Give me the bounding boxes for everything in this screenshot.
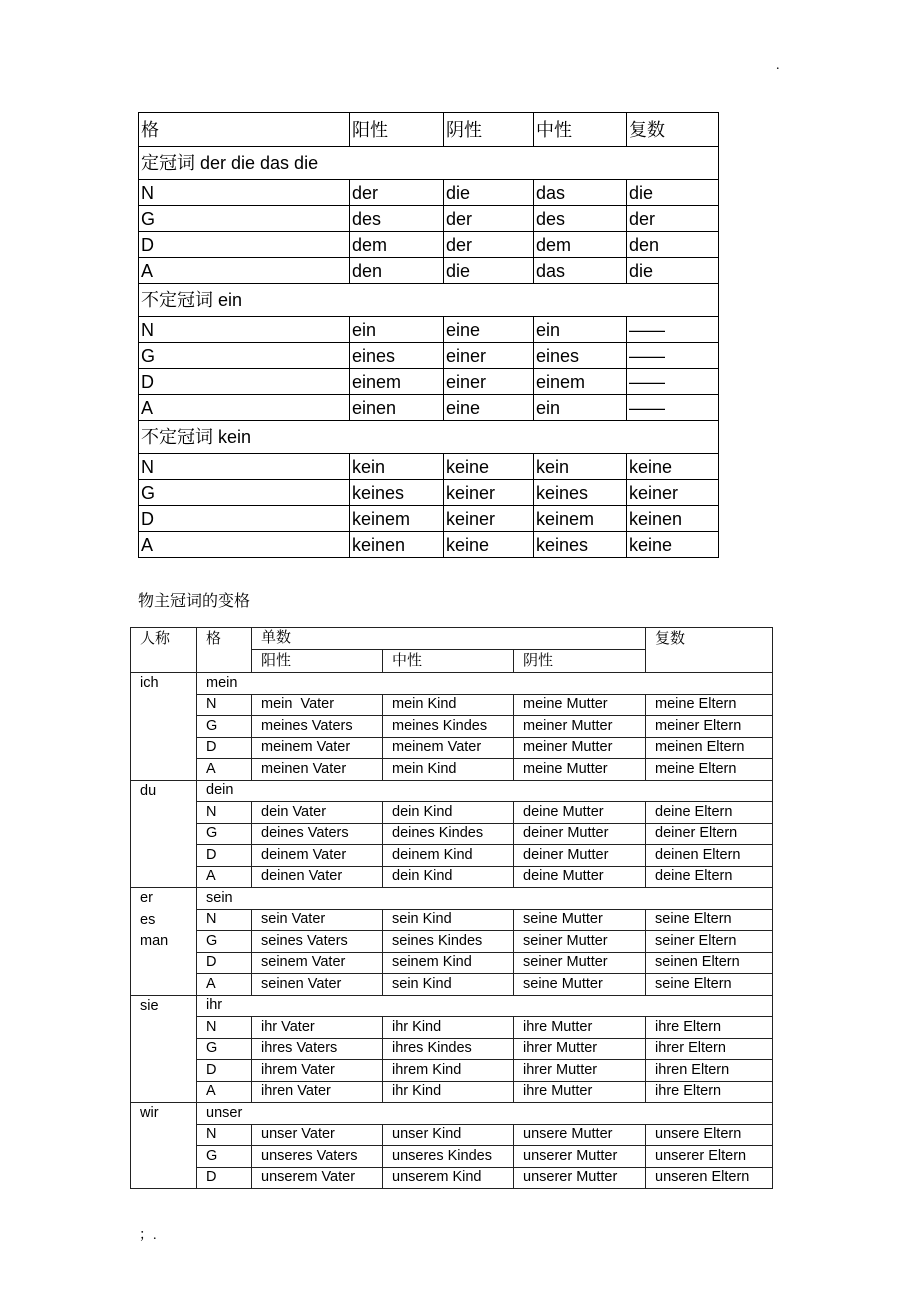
person-header: 人称 [131, 628, 197, 673]
table-row [139, 532, 719, 558]
person-label [131, 780, 197, 888]
masculine-form: deinen Vater [252, 866, 383, 888]
person-label [131, 888, 197, 996]
neuter-form: ein [534, 395, 627, 421]
neuter-form: ihr Kind [383, 1081, 514, 1103]
neuter-form: meinem Vater [383, 737, 514, 759]
possessive-stem: ihr [197, 995, 773, 1017]
masculine-form: sein Vater [252, 909, 383, 931]
plural-form: ihrer Eltern [646, 1038, 773, 1060]
plural-form: keiner [627, 480, 719, 506]
neuter-form: kein [534, 454, 627, 480]
plural-form: meiner Eltern [646, 716, 773, 738]
feminine-form: deiner Mutter [514, 823, 646, 845]
masculine-form: deines Vaters [252, 823, 383, 845]
neuter-header: 中性 [383, 650, 514, 673]
case-label: A [197, 974, 252, 996]
feminine-form: meine Mutter [514, 694, 646, 716]
section-title-row [139, 421, 719, 454]
plural-form: deinen Eltern [646, 845, 773, 867]
case-label: D [197, 737, 252, 759]
plural-form: keine [627, 532, 719, 558]
neuter-form: sein Kind [383, 909, 514, 931]
plural-form: keine [627, 454, 719, 480]
masculine-form: mein Vater [252, 694, 383, 716]
plural-form: unseren Eltern [646, 1167, 773, 1189]
case-label: D [139, 506, 350, 532]
neuter-form: unser Kind [383, 1124, 514, 1146]
masculine-form: unserem Vater [252, 1167, 383, 1189]
table-row [131, 952, 773, 974]
case-label: N [139, 454, 350, 480]
case-label: N [197, 802, 252, 824]
person-pronoun: wir [140, 1105, 159, 1121]
neuter-form: dein Kind [383, 866, 514, 888]
masculine-form: ihrem Vater [252, 1060, 383, 1082]
group-header-row [131, 780, 773, 802]
table-row [131, 1124, 773, 1146]
possessive-stem: mein [197, 673, 773, 695]
masculine-form: meinem Vater [252, 737, 383, 759]
plural-form: seine Eltern [646, 909, 773, 931]
person-label [131, 995, 197, 1103]
masculine-form: ihr Vater [252, 1017, 383, 1039]
case-label: A [197, 866, 252, 888]
case-label: G [197, 716, 252, 738]
table-row [139, 232, 719, 258]
table-row [131, 1146, 773, 1168]
feminine-form: ihrer Mutter [514, 1060, 646, 1082]
table-row [131, 866, 773, 888]
feminine-header: 阴性 [444, 113, 534, 147]
section-caption: 物主冠词的变格 [138, 593, 251, 610]
masculine-form: ihres Vaters [252, 1038, 383, 1060]
feminine-form: keiner [444, 506, 534, 532]
feminine-form: keine [444, 532, 534, 558]
masculine-form: dein Vater [252, 802, 383, 824]
neuter-form: keines [534, 480, 627, 506]
feminine-form: unserer Mutter [514, 1146, 646, 1168]
table-row [139, 206, 719, 232]
plural-form: ihren Eltern [646, 1060, 773, 1082]
table-row [131, 845, 773, 867]
person-pronoun: man [140, 933, 169, 949]
feminine-form: unsere Mutter [514, 1124, 646, 1146]
possessive-stem: dein [197, 780, 773, 802]
case-label: D [197, 845, 252, 867]
plural-form: die [627, 180, 719, 206]
feminine-form: meine Mutter [514, 759, 646, 781]
table-row [139, 395, 719, 421]
masculine-form: keines [350, 480, 444, 506]
masculine-header: 阳性 [252, 650, 383, 673]
masculine-form: dem [350, 232, 444, 258]
masculine-form: deinem Vater [252, 845, 383, 867]
neuter-form: ihres Kindes [383, 1038, 514, 1060]
masculine-header: 阳性 [350, 113, 444, 147]
table-row [131, 1167, 773, 1189]
table-row [139, 480, 719, 506]
plural-form: ihre Eltern [646, 1017, 773, 1039]
case-label: G [139, 206, 350, 232]
table-row [139, 317, 719, 343]
masculine-form: des [350, 206, 444, 232]
neuter-form: sein Kind [383, 974, 514, 996]
plural-form: —— [627, 395, 719, 421]
masculine-form: unser Vater [252, 1124, 383, 1146]
case-label: N [197, 1124, 252, 1146]
neuter-form: meines Kindes [383, 716, 514, 738]
table-row [139, 369, 719, 395]
page-footer-mark: ；. [139, 1228, 157, 1243]
person-pronoun: ich [140, 675, 159, 691]
masculine-form: seinen Vater [252, 974, 383, 996]
table-row [131, 737, 773, 759]
neuter-form: das [534, 180, 627, 206]
plural-form: —— [627, 343, 719, 369]
masculine-form: keinem [350, 506, 444, 532]
possessive-stem: unser [197, 1103, 773, 1125]
plural-form: —— [627, 369, 719, 395]
feminine-form: deine Mutter [514, 802, 646, 824]
table-row [139, 343, 719, 369]
group-header-row [131, 888, 773, 910]
case-label: D [139, 232, 350, 258]
masculine-form: meines Vaters [252, 716, 383, 738]
feminine-form: keiner [444, 480, 534, 506]
person-pronoun: er [140, 890, 153, 906]
case-label: A [139, 258, 350, 284]
plural-header: 复数 [646, 628, 773, 673]
feminine-form: ihre Mutter [514, 1081, 646, 1103]
plural-form: seiner Eltern [646, 931, 773, 953]
singular-header: 单数 [252, 628, 646, 650]
group-header-row [131, 1103, 773, 1125]
person-pronoun: sie [140, 997, 159, 1014]
section-title-row [139, 284, 719, 317]
case-label: A [197, 1081, 252, 1103]
neuter-form: ihrem Kind [383, 1060, 514, 1082]
neuter-form: deines Kindes [383, 823, 514, 845]
case-label: G [197, 1146, 252, 1168]
table-row [139, 258, 719, 284]
person-label [131, 1103, 197, 1189]
case-label: N [197, 1017, 252, 1039]
case-label: G [197, 1038, 252, 1060]
neuter-form: keines [534, 532, 627, 558]
masculine-form: ein [350, 317, 444, 343]
masculine-form: der [350, 180, 444, 206]
plural-form: meine Eltern [646, 694, 773, 716]
case-label: D [197, 952, 252, 974]
masculine-form: meinen Vater [252, 759, 383, 781]
plural-form: unsere Eltern [646, 1124, 773, 1146]
person-pronoun: es [140, 911, 156, 928]
feminine-form: die [444, 180, 534, 206]
neuter-form: dein Kind [383, 802, 514, 824]
plural-form: keinen [627, 506, 719, 532]
feminine-form: die [444, 258, 534, 284]
plural-form: seine Eltern [646, 974, 773, 996]
feminine-form: unserer Mutter [514, 1167, 646, 1189]
table-row [131, 974, 773, 996]
neuter-form: keinem [534, 506, 627, 532]
feminine-form: seine Mutter [514, 974, 646, 996]
plural-header: 复数 [627, 113, 719, 147]
neuter-form: ihr Kind [383, 1017, 514, 1039]
case-label: A [197, 759, 252, 781]
neuter-form: ein [534, 317, 627, 343]
section-title: 不定冠词 kein [139, 421, 719, 454]
table-row [131, 716, 773, 738]
plural-form: den [627, 232, 719, 258]
case-label: D [197, 1060, 252, 1082]
possessive-stem: sein [197, 888, 773, 910]
header-row [139, 113, 719, 147]
table-row [139, 454, 719, 480]
neuter-form: mein Kind [383, 694, 514, 716]
neuter-form: des [534, 206, 627, 232]
plural-form: ihre Eltern [646, 1081, 773, 1103]
table-row [131, 823, 773, 845]
plural-form: deiner Eltern [646, 823, 773, 845]
case-header: 格 [197, 628, 252, 673]
plural-form: meinen Eltern [646, 737, 773, 759]
table-row [131, 694, 773, 716]
person-label [131, 673, 197, 781]
feminine-form: einer [444, 343, 534, 369]
feminine-form: meiner Mutter [514, 716, 646, 738]
feminine-form: meiner Mutter [514, 737, 646, 759]
neuter-form: das [534, 258, 627, 284]
case-label: A [139, 395, 350, 421]
neuter-form: seines Kindes [383, 931, 514, 953]
feminine-form: keine [444, 454, 534, 480]
masculine-form: ihren Vater [252, 1081, 383, 1103]
feminine-form: der [444, 206, 534, 232]
table-row [131, 802, 773, 824]
masculine-form: den [350, 258, 444, 284]
article-declension-table [138, 112, 719, 558]
table-row [131, 1081, 773, 1103]
group-header-row [131, 673, 773, 695]
plural-form: der [627, 206, 719, 232]
plural-form: deine Eltern [646, 802, 773, 824]
case-label: G [139, 343, 350, 369]
neuter-form: einem [534, 369, 627, 395]
neuter-form: deinem Kind [383, 845, 514, 867]
masculine-form: unseres Vaters [252, 1146, 383, 1168]
section-title: 定冠词 der die das die [139, 147, 719, 180]
neuter-form: eines [534, 343, 627, 369]
feminine-header: 阴性 [514, 650, 646, 673]
neuter-form: seinem Kind [383, 952, 514, 974]
table-row [131, 759, 773, 781]
masculine-form: einem [350, 369, 444, 395]
case-label: N [139, 180, 350, 206]
group-header-row [131, 995, 773, 1017]
person-pronoun: du [140, 782, 157, 799]
case-label: G [197, 823, 252, 845]
feminine-form: seiner Mutter [514, 931, 646, 953]
case-label: N [139, 317, 350, 343]
case-label: N [197, 909, 252, 931]
possessive-declension-table [130, 627, 773, 1189]
plural-form: deine Eltern [646, 866, 773, 888]
masculine-form: kein [350, 454, 444, 480]
header-row [131, 628, 773, 650]
page-dot-mark: . [776, 58, 780, 73]
neuter-form: mein Kind [383, 759, 514, 781]
masculine-form: eines [350, 343, 444, 369]
case-label: D [139, 369, 350, 395]
feminine-form: seiner Mutter [514, 952, 646, 974]
feminine-form: ihre Mutter [514, 1017, 646, 1039]
table-row [139, 180, 719, 206]
table-row [139, 506, 719, 532]
feminine-form: deiner Mutter [514, 845, 646, 867]
section-title: 不定冠词 ein [139, 284, 719, 317]
feminine-form: seine Mutter [514, 909, 646, 931]
neuter-form: unserem Kind [383, 1167, 514, 1189]
case-label: G [139, 480, 350, 506]
table-row [131, 1038, 773, 1060]
section-title-row [139, 147, 719, 180]
feminine-form: eine [444, 395, 534, 421]
feminine-form: einer [444, 369, 534, 395]
masculine-form: keinen [350, 532, 444, 558]
table-row [131, 1060, 773, 1082]
neuter-form: unseres Kindes [383, 1146, 514, 1168]
plural-form: —— [627, 317, 719, 343]
case-label: G [197, 931, 252, 953]
plural-form: seinen Eltern [646, 952, 773, 974]
case-label: D [197, 1167, 252, 1189]
case-label: N [197, 694, 252, 716]
table-row [131, 1017, 773, 1039]
table-row [131, 931, 773, 953]
plural-form: die [627, 258, 719, 284]
plural-form: meine Eltern [646, 759, 773, 781]
masculine-form: seinem Vater [252, 952, 383, 974]
feminine-form: ihrer Mutter [514, 1038, 646, 1060]
feminine-form: deine Mutter [514, 866, 646, 888]
neuter-form: dem [534, 232, 627, 258]
table-row [131, 909, 773, 931]
neuter-header: 中性 [534, 113, 627, 147]
feminine-form: der [444, 232, 534, 258]
case-label: A [139, 532, 350, 558]
masculine-form: einen [350, 395, 444, 421]
plural-form: unserer Eltern [646, 1146, 773, 1168]
case-header: 格 [139, 113, 350, 147]
masculine-form: seines Vaters [252, 931, 383, 953]
feminine-form: eine [444, 317, 534, 343]
